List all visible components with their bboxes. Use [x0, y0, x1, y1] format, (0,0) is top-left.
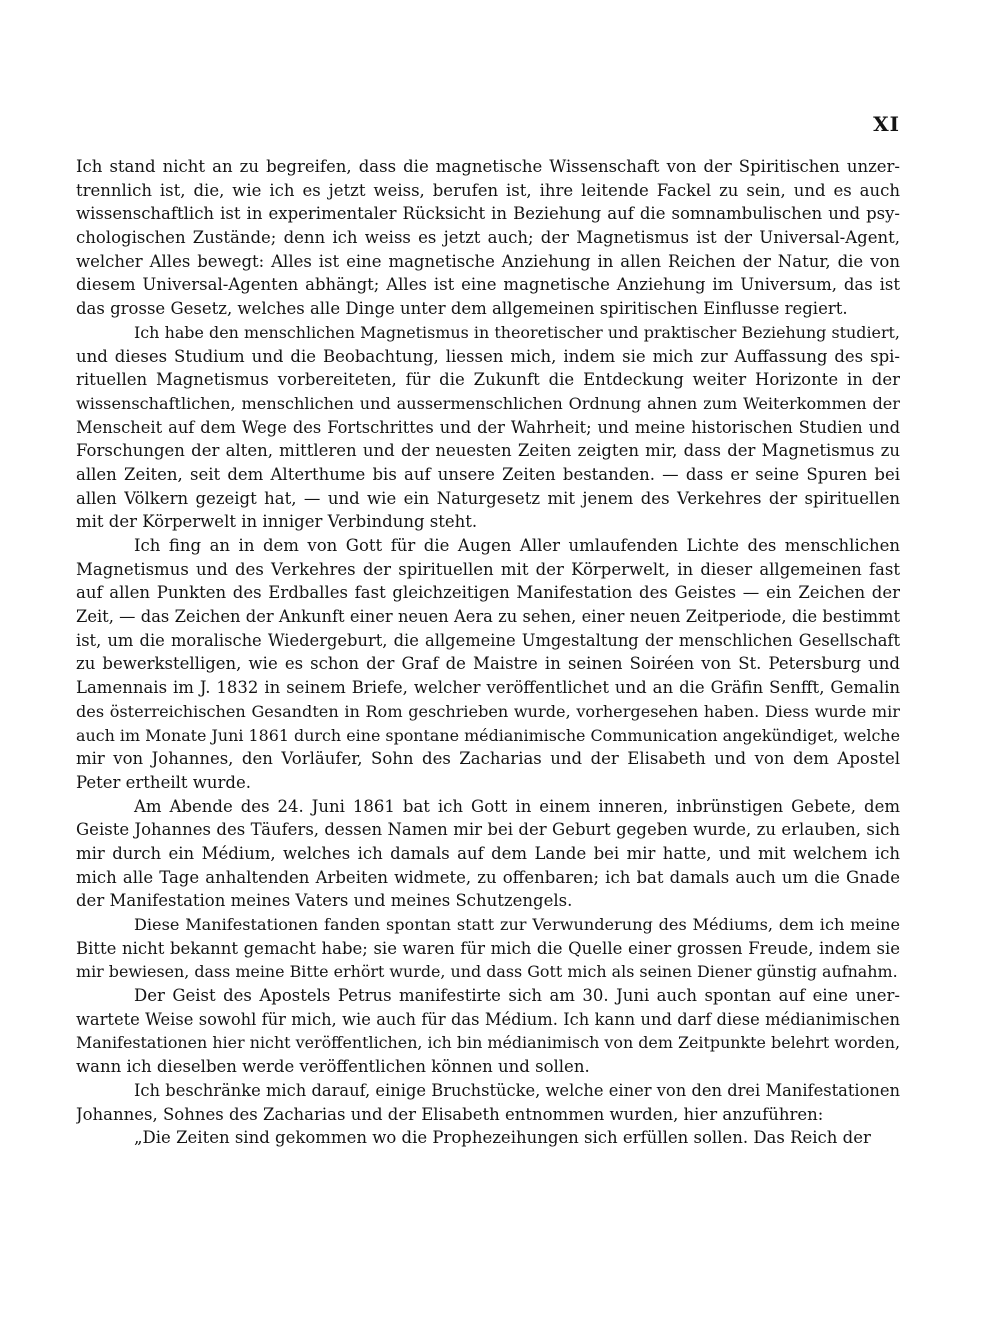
paragraph [76, 155, 900, 321]
text-line: wartete Weise sowohl für mich, wie auch für das Médium. Ich kann und darf diese médianimischen [76, 1009, 900, 1029]
text-line: Magnetismus und des Verkehres der spirituellen mit der Körperwelt, in dieser allgemeinen fast [76, 559, 900, 579]
paragraph [76, 1079, 900, 1126]
text-line: allen Völkern gezeigt hat, — und wie ein Naturgesetz mit jenem des Verkehres der spirituellen [76, 488, 900, 508]
paragraph [76, 913, 900, 984]
text-line: mir bewiesen, dass meine Bitte erhört wurde, und dass Gott mich als seinen Diener günstig aufnahm. [76, 962, 898, 982]
text-line: der Manifestation meines Vaters und meines Schutzengels. [76, 891, 573, 911]
text-line: mit der Körperwelt in inniger Verbindung steht. [76, 512, 478, 532]
text-line: Peter ertheilt wurde. [76, 772, 251, 792]
text-line: des österreichischen Gesandten in Rom geschrieben wurde, vorhergesehen haben. Diess wurde mir [76, 701, 900, 721]
body-text [76, 155, 900, 1150]
paragraph [76, 795, 900, 913]
text-line: auch im Monate Juni 1861 durch eine spontane médianimische Communication angekündiget, welche [76, 725, 900, 745]
text-line: ist, um die moralische Wiedergeburt, die allgemeine Umgestaltung der menschlichen Gesellschaft [76, 630, 900, 650]
text-line: Diese Manifestationen fanden spontan statt zur Verwunderung des Médiums, dem ich meine [134, 915, 900, 934]
text-line: wissenschaftlichen, menschlichen und aussermenschlichen Ordnung ahnen zum Weiterkommen der [76, 393, 900, 413]
text-line: Forschungen der alten, mittleren und der neuesten Zeiten zeigten mir, dass der Magnetismus zu [76, 441, 900, 461]
text-line: und dieses Studium und die Beobachtung, liessen mich, indem sie mich zur Auffassung des spi- [76, 346, 900, 366]
text-line: welcher Alles bewegt: Alles ist eine magnetische Anziehung in allen Reichen der Natur, die von [76, 251, 900, 271]
text-line: rituellen Magnetismus vorbereiteten, für die Zukunft die Entdeckung weiter Horizonte in der [76, 370, 900, 390]
paragraph [76, 1126, 900, 1150]
text-line: wissenschaftlich ist in experimentaler Rücksicht in Beziehung auf die somnambulischen und psy- [76, 204, 900, 224]
text-line: wann ich dieselben werde veröffentlichen können und sollen. [76, 1057, 590, 1077]
text-line: „Die Zeiten sind gekommen wo die Prophezeihungen sich erfüllen sollen. Das Reich der [134, 1128, 871, 1148]
page-number: XI [873, 112, 900, 136]
text-line: Ich habe den menschlichen Magnetismus in theoretischer und praktischer Beziehung studiert, [134, 322, 900, 342]
text-line: allen Zeiten, seit dem Alterthume bis auf unsere Zeiten bestanden. — dass er seine Spuren bei [76, 464, 900, 484]
text-line: Ich stand nicht an zu begreifen, dass die magnetische Wissenschaft von der Spiritischen unzer- [76, 157, 900, 176]
text-line: mich alle Tage anhaltenden Arbeiten widmete, zu offenbaren; ich bat damals auch um die Gnade [76, 867, 900, 887]
text-line: Zeit, — das Zeichen der Ankunft einer neuen Aera zu sehen, einer neuen Zeitperiode, die bestimmt [76, 607, 900, 627]
text-line: Manifestationen hier nicht veröffentlichen, ich bin médianimisch von dem Zeitpunkte belehrt worden, [76, 1033, 900, 1053]
text-line: Menscheit auf dem Wege des Fortschrittes und der Wahrheit; und meine historischen Studien und [76, 417, 900, 437]
text-line: mir von Johannes, den Vorläufer, Sohn des Zacharias und der Elisabeth und von dem Apostel [76, 749, 900, 769]
text-line: Bitte nicht bekannt gemacht habe; sie waren für mich die Quelle einer grossen Freude, indem sie [76, 938, 900, 958]
text-line: chologischen Zustände; denn ich weiss es jetzt auch; der Magnetismus ist der Universal-Agent, [76, 228, 900, 248]
text-line: auf allen Punkten des Erdballes fast gleichzeitigen Manifestation des Geistes — ein Zeichen der [76, 583, 900, 603]
text-line: Der Geist des Apostels Petrus manifestirte sich am 30. Juni auch spontan auf eine uner- [134, 986, 900, 1006]
paragraph [76, 534, 900, 795]
text-line: das grosse Gesetz, welches alle Dinge unter dem allgemeinen spiritischen Einflusse regiert. [76, 299, 848, 319]
text-line: diesem Universal-Agenten abhängt; Alles ist eine magnetische Anziehung im Universum, das ist [76, 275, 900, 295]
paragraph [76, 984, 900, 1079]
text-line: Am Abende des 24. Juni 1861 bat ich Gott in einem inneren, inbrünstigen Gebete, dem [134, 796, 900, 816]
text-line: trennlich ist, die, wie ich es jetzt weiss, berufen ist, ihre leitende Fackel zu sein, und es auch [76, 180, 900, 200]
paragraph [76, 321, 900, 534]
text-line: Ich fing an in dem von Gott für die Augen Aller umlaufenden Lichte des menschlichen [134, 536, 900, 555]
text-line: Ich beschränke mich darauf, einige Bruchstücke, welche einer von den drei Manifestationen [134, 1080, 900, 1100]
text-line: Lamennais im J. 1832 in seinem Briefe, welcher veröffentlichet und an die Gräfin Senfft, Gemalin [76, 678, 900, 698]
text-line: Johannes, Sohnes des Zacharias und der Elisabeth entnommen wurden, hier anzuführen: [76, 1104, 824, 1124]
text-line: mir durch ein Médium, welches ich damals auf dem Lande bei mir hatte, und mit welchem ich [76, 843, 900, 863]
text-line: zu bewerkstelligen, wie es schon der Graf de Maistre in seinen Soiréen von St. Petersburg und [76, 654, 900, 674]
text-line: Geiste Johannes des Täufers, dessen Namen mir bei der Geburt gegeben wurde, zu erlauben, sich [76, 820, 900, 840]
